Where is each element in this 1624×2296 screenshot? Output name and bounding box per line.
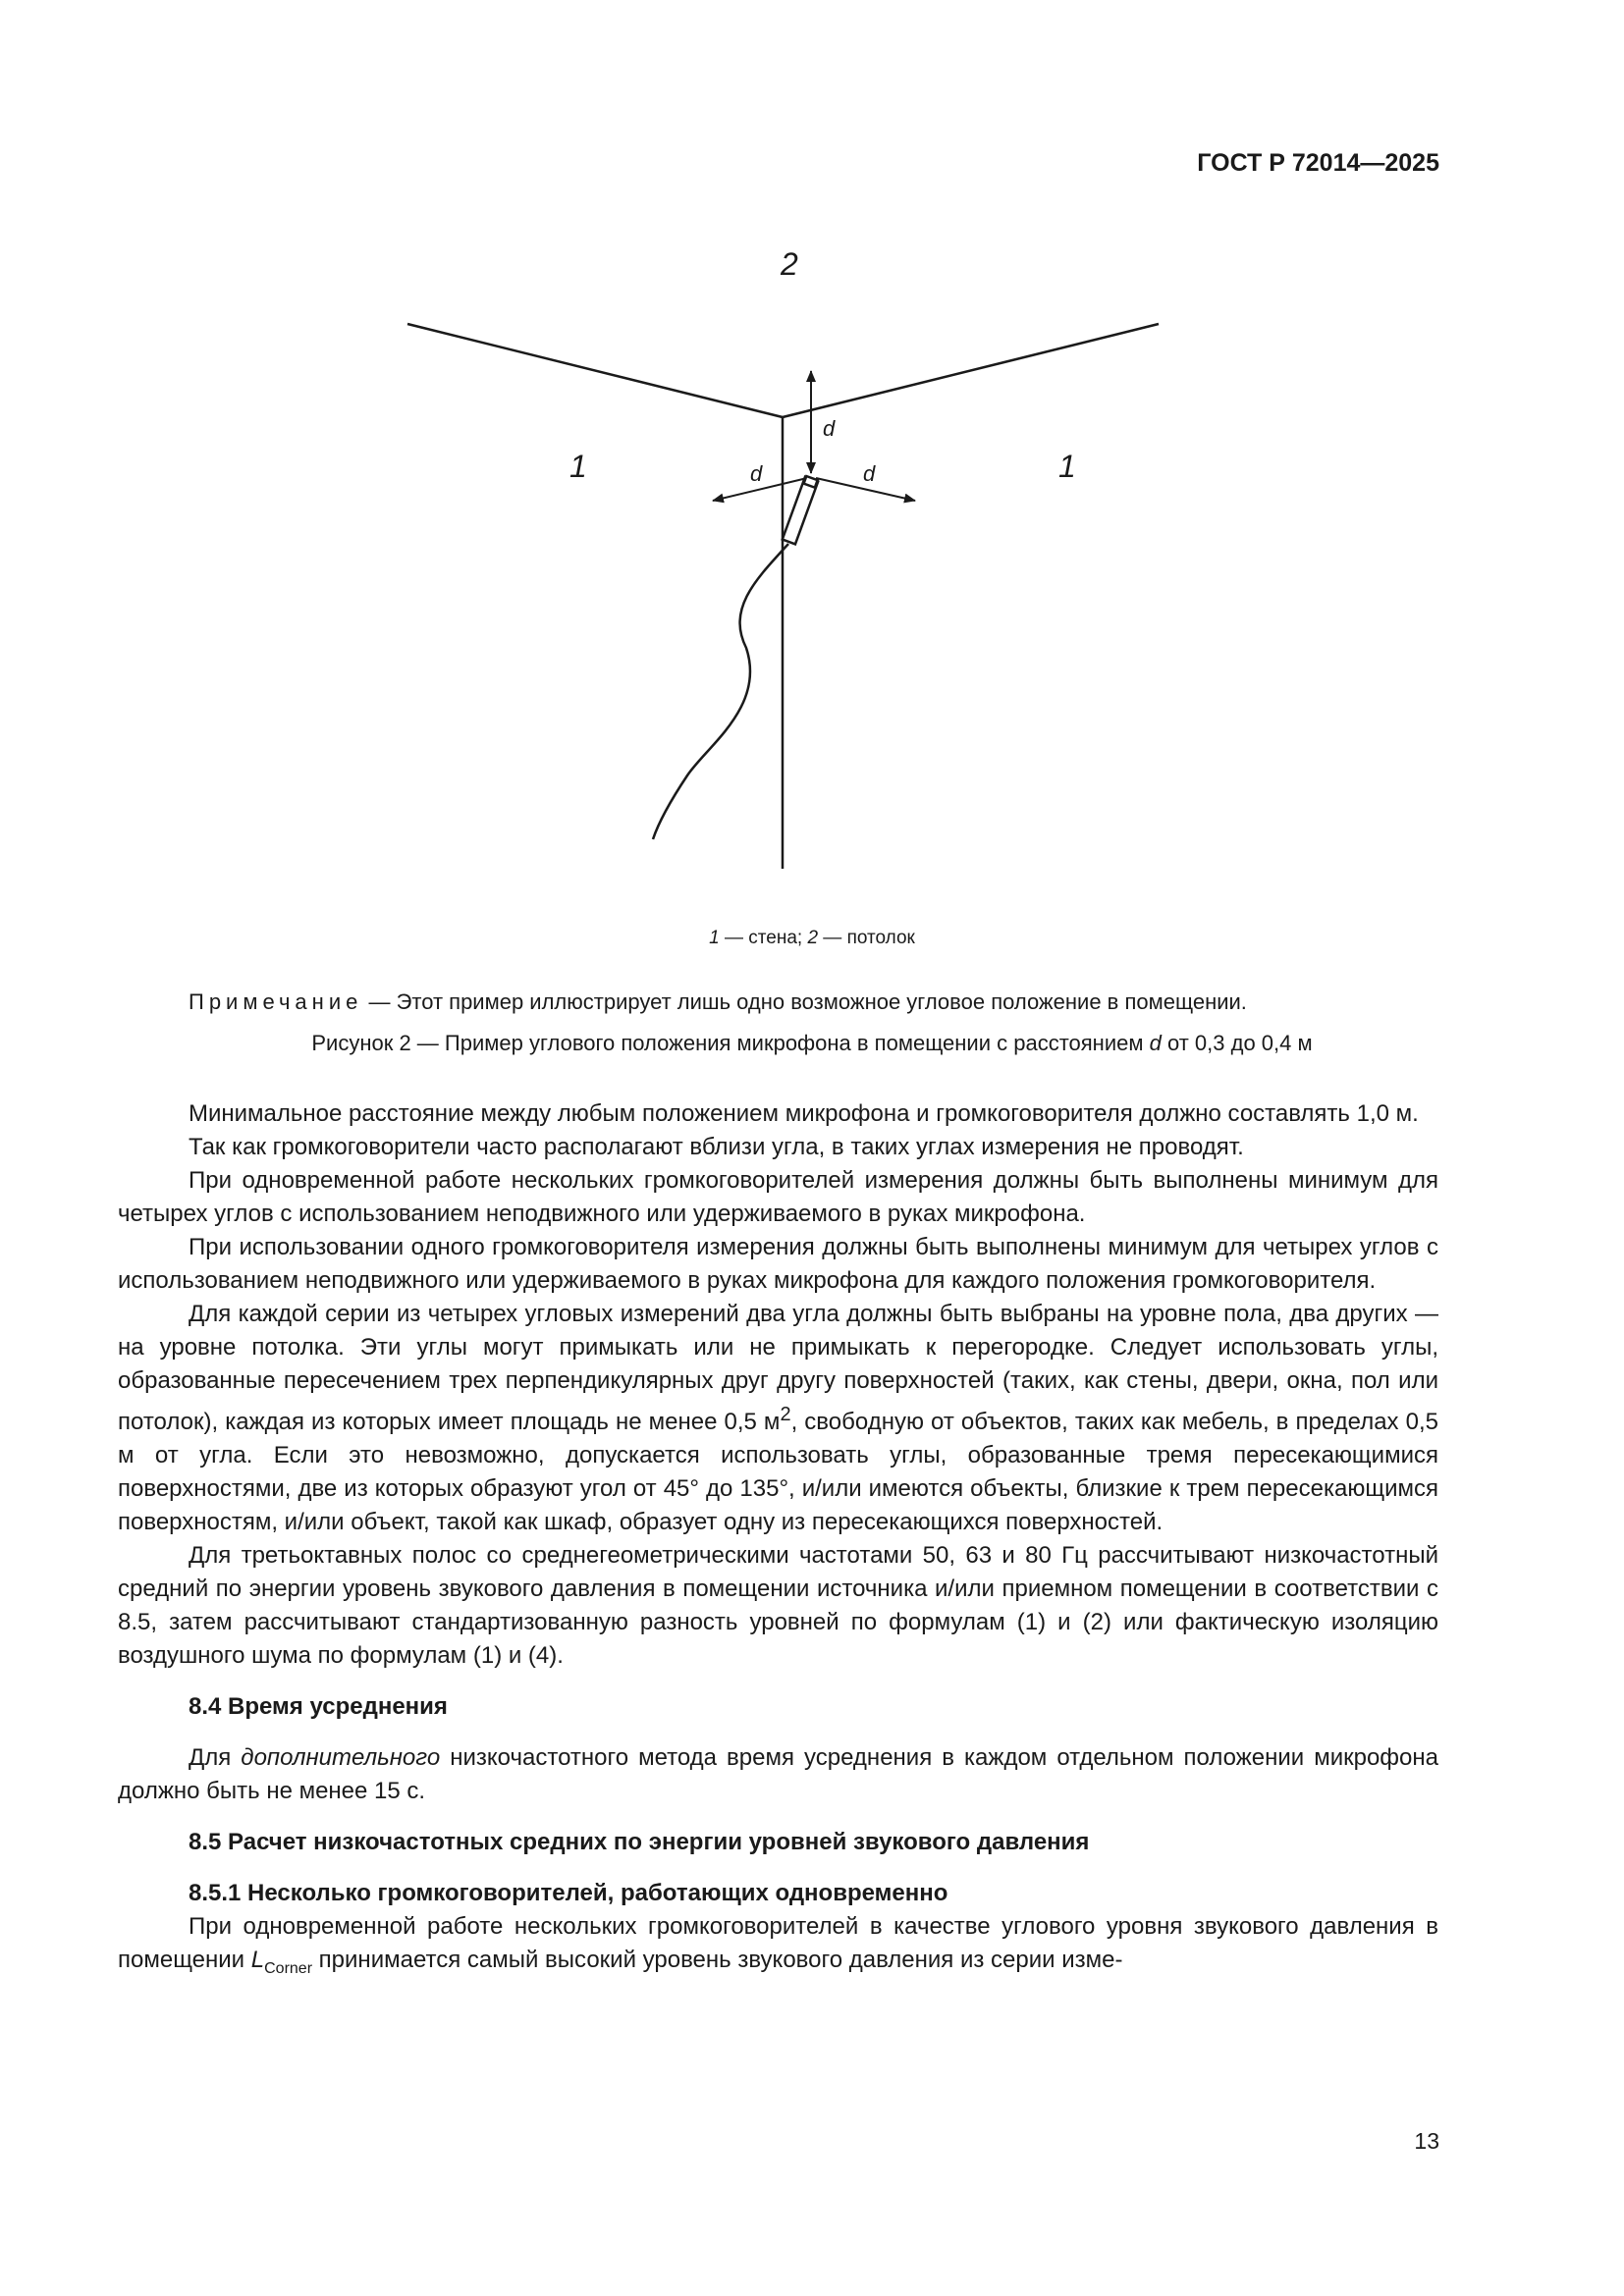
paragraph: При одновременной работе нескольких громкоговорителей в качестве углового уровня звукового давления в помещении $L_{Corner}$ принимается самый высокий уровень звукового давления из серии изме-: [118, 1913, 1438, 1977]
document-id: ГОСТ Р 72014—2025: [1197, 149, 1439, 177]
figure-title: Рисунок 2 — Пример углового положения микрофона в помещении с расстоянием d от 0,3 до 0,4 м: [311, 1031, 1313, 1055]
figure-note: Примечание — Этот пример иллюстрирует лишь одно возможное угловое положение в помещении.: [189, 989, 1247, 1014]
figure-legend: 1 — стена; 2 — потолок: [709, 928, 915, 948]
corner-microphone-figure: [0, 0, 1624, 913]
label-wall-right: 1: [1058, 449, 1076, 484]
paragraph: Для дополнительного низкочастотного метода время усреднения в каждом отдельном положении микрофона должно быть не менее 15 с.: [118, 1744, 1438, 1804]
label-d-up: d: [823, 416, 836, 441]
paragraph: Для каждой серии из четырех угловых измерений два угла должны быть выбраны на уровне пола, два других — на уровне потолка. Эти углы могут примыкать или не примыкать к перегородке. Следует использовать углы, образованные пересечением трех перпендикулярных друг другу поверхностей (таких, как стены, двери, окна, пол или потолок), каждая из которых имеет площадь не менее 0,5 $м^2$, свободную от объектов, таких как мебель, в пределах 0,5 м от угла. Если это невозможно, допускается использовать углы, образованные тремя пересекающимися поверхностями, две из которых образуют угол от 45° до 135°, и/или имеются объекты, близкие к трем пересекающимся поверхностям, и/или объект, такой как шкаф, образует одну из пересекающихся поверхностей.: [118, 1301, 1438, 1535]
paragraph: Минимальное расстояние между любым положением микрофона и громкоговорителя должно составлять 1,0 м.: [189, 1100, 1419, 1127]
body-text: [118, 1097, 1438, 1986]
ceiling-edge-left: [407, 324, 783, 417]
paragraph: При одновременной работе нескольких громкоговорителей измерения должны быть выполнены минимум для четырех углов с использованием неподвижного или удерживаемого в руках микрофона.: [118, 1167, 1438, 1227]
microphone-icon: [783, 476, 819, 545]
label-wall-left: 1: [569, 449, 587, 484]
paragraph: Для третьоктавных полос со среднегеометрическими частотами 50, 63 и 80 Гц рассчитывают низкочастотный средний по энергии уровень звукового давления в помещении источника и/или приемном помещении в соответствии с 8.5, затем рассчитывают стандартизованную разность уровней по формулам (1) и (2) или фактическую изоляцию воздушного шума по формулам (1) и (4).: [118, 1542, 1438, 1669]
section-heading-8-5-1: 8.5.1 Несколько громкоговорителей, работающих одновременно: [189, 1880, 948, 1906]
label-d-right: d: [863, 461, 876, 486]
label-ceiling: 2: [781, 246, 798, 282]
paragraph: Так как громкоговорители часто располагают вблизи угла, в таких углах измерения не проводят.: [189, 1134, 1244, 1160]
microphone-cable: [653, 544, 788, 839]
page-number: 13: [1414, 2128, 1439, 2154]
ceiling-edge-right: [783, 324, 1159, 417]
label-d-left: d: [750, 461, 763, 486]
section-heading-8-5: 8.5 Расчет низкочастотных средних по энергии уровней звукового давления: [189, 1829, 1090, 1855]
paragraph: При использовании одного громкоговорителя измерения должны быть выполнены минимум для четырех углов с использованием неподвижного или удерживаемого в руках микрофона для каждого положения громкоговорителя.: [118, 1234, 1438, 1294]
note-label: Примечание: [189, 989, 363, 1014]
section-heading-8-4: 8.4 Время усреднения: [189, 1693, 448, 1720]
